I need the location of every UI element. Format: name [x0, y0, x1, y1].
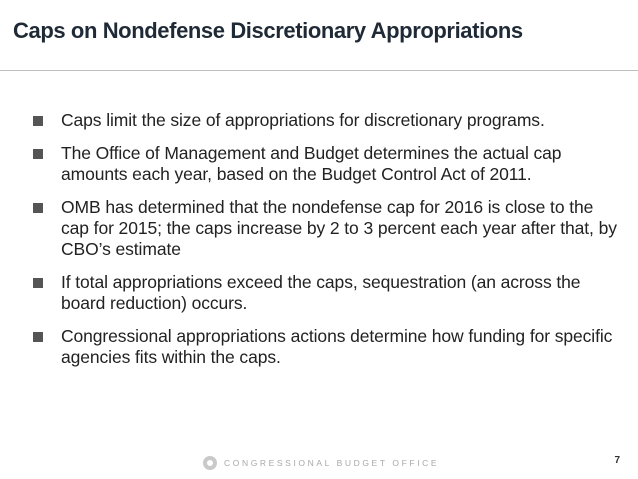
bullet-text: Caps limit the size of appropriations for discretionary programs. [61, 110, 545, 130]
square-bullet-icon [33, 332, 43, 342]
square-bullet-icon [33, 116, 43, 126]
square-bullet-icon [33, 278, 43, 288]
slide-title: Caps on Nondefense Discretionary Appropriations [13, 18, 523, 43]
title-divider [0, 70, 638, 71]
bullet-text: If total appropriations exceed the caps, sequestration (an across the board reduction) occurs. [61, 272, 581, 313]
bullet-list [33, 110, 623, 380]
footer-org-name: CONGRESSIONAL BUDGET OFFICE [224, 458, 440, 468]
bullet-text: Congressional appropriations actions determine how funding for specific agencies fits within the caps. [61, 326, 613, 367]
cbo-logo-icon [203, 456, 217, 470]
bullet-item [33, 272, 623, 314]
page-number: 7 [614, 455, 620, 466]
bullet-text: OMB has determined that the nondefense cap for 2016 is close to the cap for 2015; the caps increase by 2 to 3 percent each year after that, by CBO’s estimate [61, 197, 617, 259]
bullet-text: The Office of Management and Budget determines the actual cap amounts each year, based on the Budget Control Act of 2011. [61, 143, 562, 184]
square-bullet-icon [33, 203, 43, 213]
slide-footer [0, 452, 638, 479]
square-bullet-icon [33, 149, 43, 159]
bullet-item [33, 143, 623, 185]
bullet-item [33, 326, 623, 368]
bullet-item [33, 110, 623, 131]
bullet-item [33, 197, 623, 260]
